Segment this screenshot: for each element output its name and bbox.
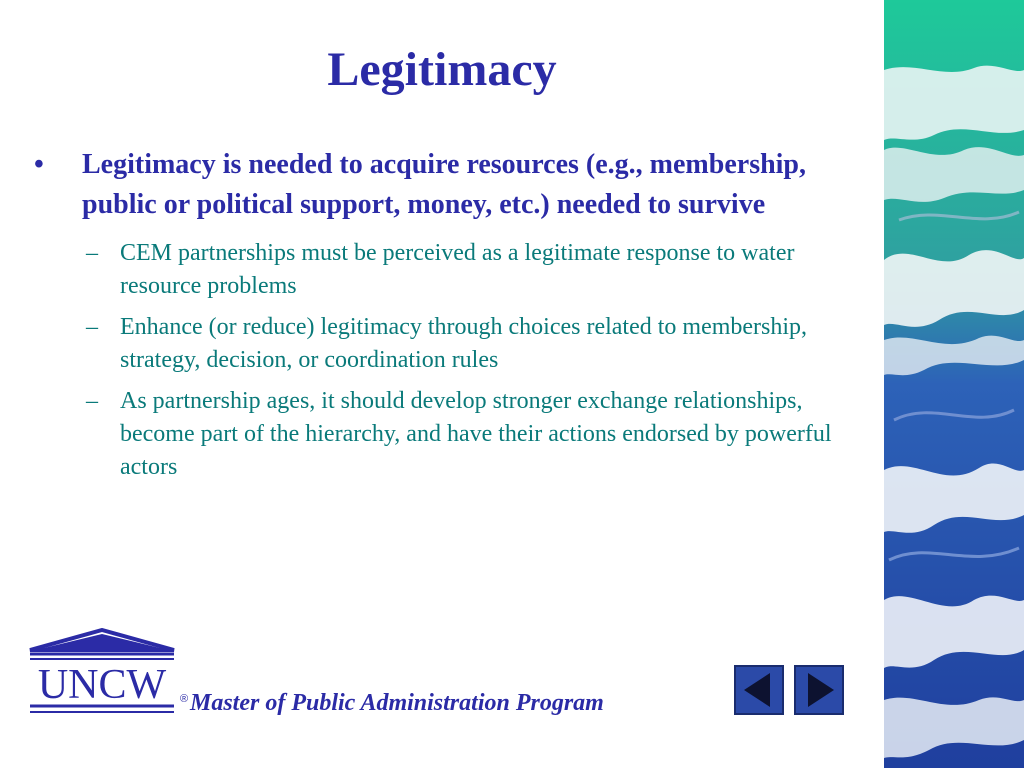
slide-title: Legitimacy bbox=[327, 43, 557, 96]
bullet-marker: • bbox=[34, 149, 44, 180]
uncw-logo bbox=[22, 628, 192, 720]
registered-mark: ® bbox=[179, 693, 189, 705]
sub-bullet-marker: – bbox=[86, 240, 98, 266]
sub-bullet-text: Enhance (or reduce) legitimacy through choices related to membership, strategy, decision, or coordination rules bbox=[120, 314, 808, 373]
logo-wordmark: UNCW bbox=[37, 662, 167, 708]
sub-bullet-text: CEM partnerships must be perceived as a legitimate response to water resource problems bbox=[120, 240, 795, 299]
sub-bullet-marker: – bbox=[86, 314, 98, 340]
left-triangle-icon bbox=[736, 667, 782, 713]
wave-decoration bbox=[884, 0, 1024, 768]
sub-bullet bbox=[86, 311, 858, 377]
next-slide-button[interactable] bbox=[794, 665, 844, 715]
slide-content bbox=[28, 145, 858, 492]
sub-bullet-list bbox=[86, 237, 858, 484]
right-triangle-icon bbox=[796, 667, 842, 713]
main-bullet-text: Legitimacy is needed to acquire resources (e.g., membership, public or political support, money, etc.) needed to survive bbox=[82, 149, 807, 220]
main-bullet bbox=[28, 145, 858, 225]
sub-bullet bbox=[86, 237, 858, 303]
sub-bullet-text: As partnership ages, it should develop stronger exchange relationships, become part of the hierarchy, and have their actions endorsed by powerful actors bbox=[120, 388, 832, 480]
sub-bullet-marker: – bbox=[86, 388, 98, 414]
previous-slide-button[interactable] bbox=[734, 665, 784, 715]
program-name: Master of Public Administration Program bbox=[190, 690, 604, 716]
sub-bullet bbox=[86, 385, 858, 484]
